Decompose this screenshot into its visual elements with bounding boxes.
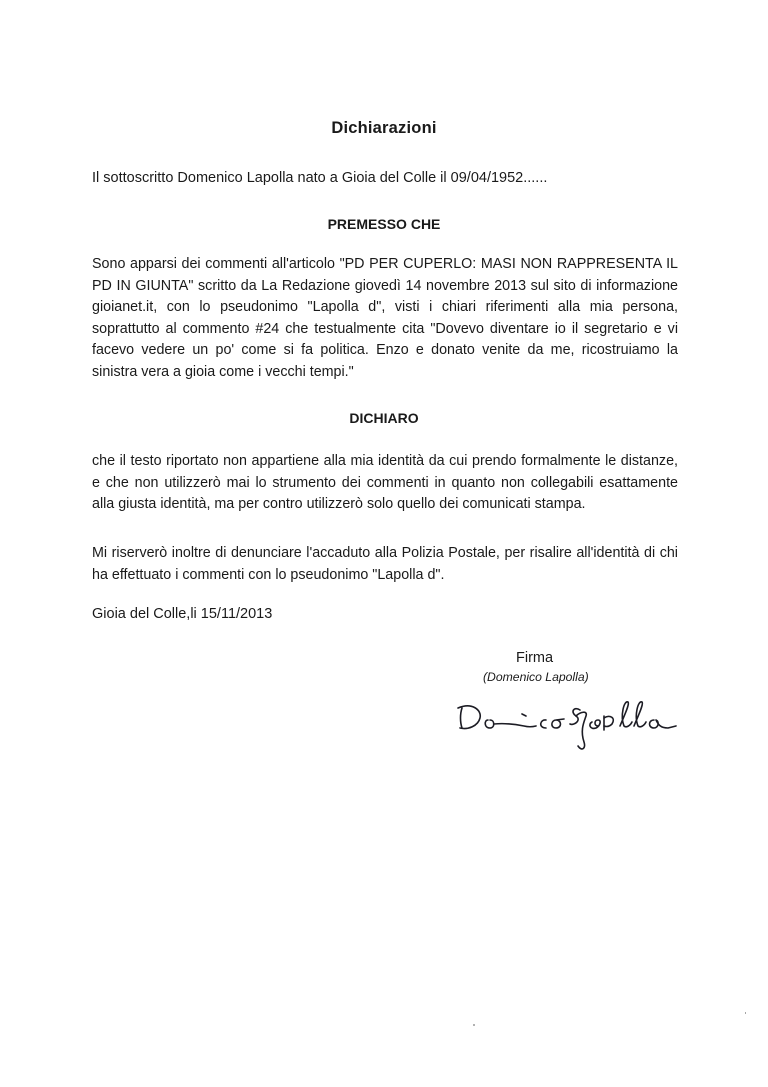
signature-name: (Domenico Lapolla) (483, 670, 589, 684)
paragraph-riservero: Mi riserverò inoltre di denunciare l'accaduto alla Polizia Postale, per risalire all'identità di chi ha effettuato i commenti con lo pseudonimo "Lapolla d". (92, 545, 678, 583)
heading-premesso: PREMESSO CHE (327, 216, 441, 232)
signature-label: Firma (516, 650, 554, 666)
handwritten-signature (448, 686, 688, 756)
document-title: Dichiarazioni (331, 119, 437, 137)
intro-line: Il sottoscritto Domenico Lapolla nato a Gioia del Colle il 09/04/1952...... (92, 170, 548, 186)
place-date: Gioia del Colle,li 15/11/2013 (92, 606, 273, 622)
paragraph-premesso: Sono apparsi dei commenti all'articolo "PD PER CUPERLO: MASI NON RAPPRESENTA IL PD IN GIUNTA" scritto da La Redazione giovedì 14 novembre 2013 sul sito di informazione gioianet.it, con lo pseudonimo "Lapolla d", visti i chiari riferimenti alla mia persona, soprattutto al commento #24 che testualmente cita "Dovevo diventare io il segretario e vi facevo vedere un po' come si fa politica. Enzo e donato venite da me, ricostruiamo la sinistra vera a gioia come i vecchi tempi." (92, 256, 678, 380)
heading-dichiaro: DICHIARO (349, 410, 419, 426)
paragraph-dichiaro: che il testo riportato non appartiene alla mia identità da cui prendo formalmente le distanze, e che non utilizzerò mai lo strumento dei commenti in quanto non collegabili esattamente alla giusta identità, ma per contro utilizzerò solo quello dei comunicati stampa. (92, 453, 678, 513)
